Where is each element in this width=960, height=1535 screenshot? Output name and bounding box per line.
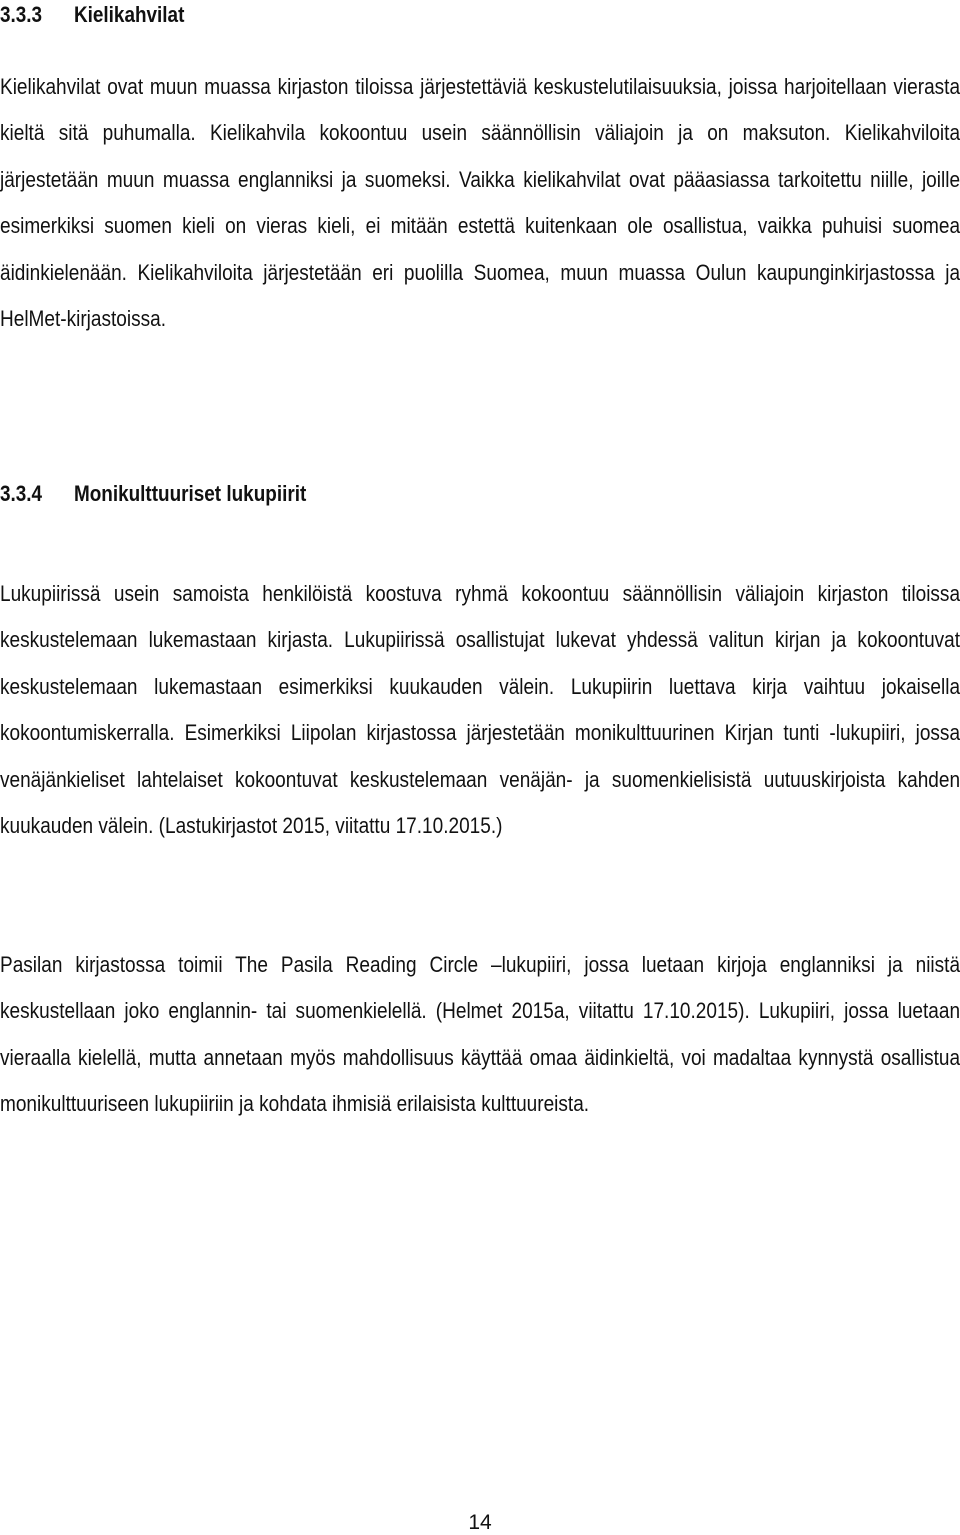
section-title: Monikulttuuriset lukupiirit [73,481,307,506]
section-number: 3.3.4 [0,481,43,506]
section-heading-kielikahvilat [0,0,184,30]
paragraph: Lukupiirissä usein samoista henkilöistä koostuva ryhmä kokoontuu säännöllisin väliajoin kirjaston tiloissa keskustelemaan lukemastaan kirjasta. Lukupiirissä osallistujat lukevat yhdessä valitun kirjan ja kokoontuvat keskustelemaan lukemastaan esimerkiksi kuukauden välein. Lukupiirin luettava kirja vaihtuu jokaisella kokoontumiskerralla. Esimerkiksi Liipolan kirjastossa järjestetään monikulttuurinen Kirjan tunti -lukupiiri, jossa venäjänkieliset lahtelaiset kokoontuvat keskustelemaan venäjän- ja suomenkielisistä uutuuskirjoista kahden kuukauden välein. (Lastukirjastot 2015, viitattu 17.10.2015.) [0,581,960,839]
section-number: 3.3.3 [0,2,43,27]
section-heading-monikulttuuriset-lukupiirit [0,479,306,509]
paragraph: Kielikahvilat ovat muun muassa kirjaston tiloissa järjestettäviä keskustelutilaisuuksia, joissa harjoitellaan vierasta kieltä sitä puhumalla. Kielikahvila kokoontuu usein säännöllisin väliajoin ja on maksuton. Kielikahviloita järjestetään muun muassa englanniksi ja suomeksi. Vaikka kielikahvilat ovat pääasiassa tarkoitettu niille, joille esimerkiksi suomen kieli on vieras kieli, ei mitään estettä kuitenkaan ole osallistua, vaikka puhuisi suomea äidinkielenään. Kielikahviloita järjestetään eri puolilla Suomea, muun muassa Oulun kaupunginkirjastossa ja HelMet-kirjastoissa. [0,74,960,332]
page-number: 14 [468,1511,492,1534]
paragraph: Pasilan kirjastossa toimii The Pasila Reading Circle –lukupiiri, jossa luetaan kirjoja englanniksi ja niistä keskustellaan joko englannin- tai suomenkielellä. (Helmet 2015a, viitattu 17.10.2015). Lukupiiri, jossa luetaan vieraalla kielellä, mutta annetaan myös mahdollisuus käyttää omaa äidinkieltä, voi madaltaa kynnystä osallistua monikulttuuriseen lukupiiriin ja kohdata ihmisiä erilaisista kulttuureista. [0,952,960,1117]
section-title: Kielikahvilat [73,2,185,27]
